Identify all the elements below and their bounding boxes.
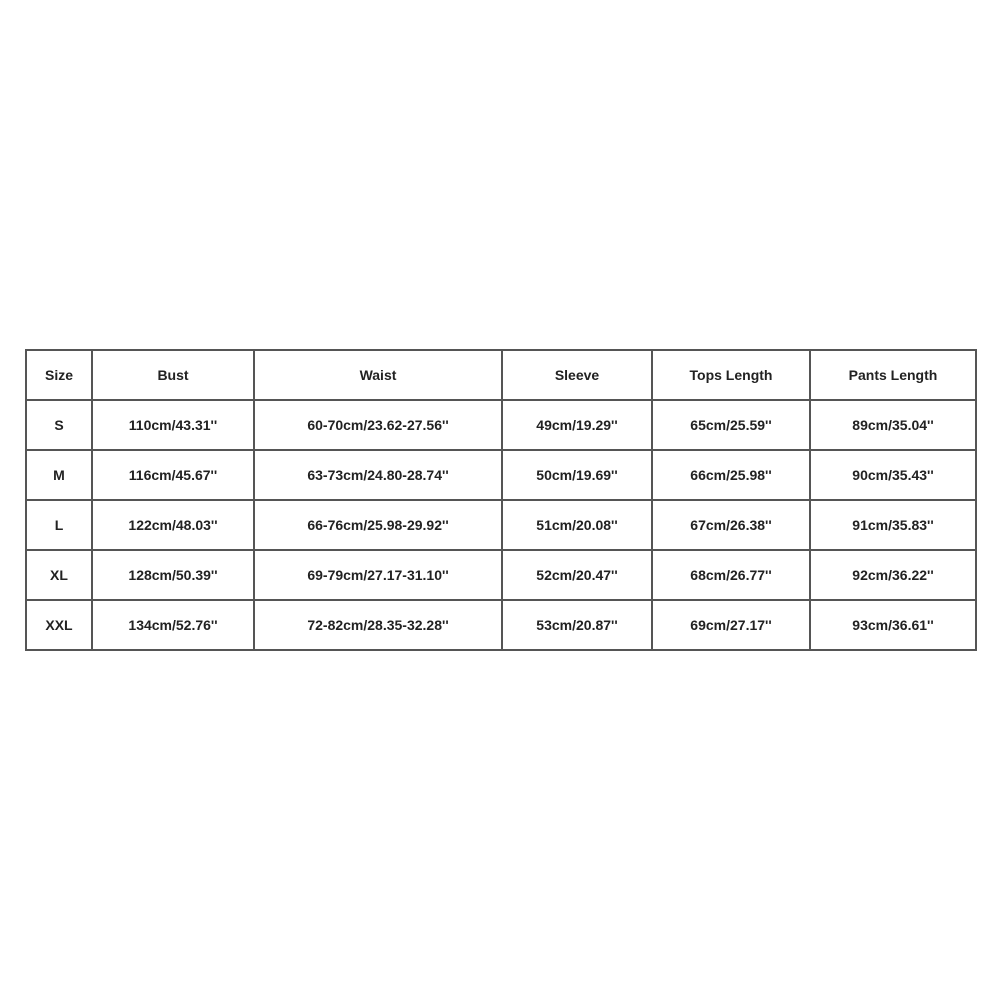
- cell-size: XXL: [26, 600, 92, 650]
- cell-sleeve: 52cm/20.47'': [502, 550, 652, 600]
- table-row: [26, 550, 976, 600]
- cell-size: L: [26, 500, 92, 550]
- cell-pants-length: 89cm/35.04'': [810, 400, 976, 450]
- header-waist: Waist: [254, 350, 502, 400]
- cell-waist: 66-76cm/25.98-29.92'': [254, 500, 502, 550]
- cell-tops-length: 66cm/25.98'': [652, 450, 810, 500]
- cell-pants-length: 93cm/36.61'': [810, 600, 976, 650]
- cell-bust: 128cm/50.39'': [92, 550, 254, 600]
- cell-waist: 63-73cm/24.80-28.74'': [254, 450, 502, 500]
- cell-waist: 60-70cm/23.62-27.56'': [254, 400, 502, 450]
- cell-pants-length: 92cm/36.22'': [810, 550, 976, 600]
- table-row: [26, 400, 976, 450]
- cell-waist: 72-82cm/28.35-32.28'': [254, 600, 502, 650]
- cell-size: S: [26, 400, 92, 450]
- cell-bust: 134cm/52.76'': [92, 600, 254, 650]
- cell-bust: 116cm/45.67'': [92, 450, 254, 500]
- cell-pants-length: 90cm/35.43'': [810, 450, 976, 500]
- cell-tops-length: 67cm/26.38'': [652, 500, 810, 550]
- cell-size: M: [26, 450, 92, 500]
- cell-tops-length: 65cm/25.59'': [652, 400, 810, 450]
- header-bust: Bust: [92, 350, 254, 400]
- cell-sleeve: 49cm/19.29'': [502, 400, 652, 450]
- header-pants-length: Pants Length: [810, 350, 976, 400]
- cell-size: XL: [26, 550, 92, 600]
- header-sleeve: Sleeve: [502, 350, 652, 400]
- table-row: [26, 600, 976, 650]
- size-chart-table: [25, 349, 977, 651]
- cell-sleeve: 51cm/20.08'': [502, 500, 652, 550]
- cell-sleeve: 50cm/19.69'': [502, 450, 652, 500]
- cell-tops-length: 68cm/26.77'': [652, 550, 810, 600]
- cell-sleeve: 53cm/20.87'': [502, 600, 652, 650]
- cell-tops-length: 69cm/27.17'': [652, 600, 810, 650]
- table-row: [26, 500, 976, 550]
- table-row: [26, 450, 976, 500]
- cell-bust: 110cm/43.31'': [92, 400, 254, 450]
- header-tops-length: Tops Length: [652, 350, 810, 400]
- cell-waist: 69-79cm/27.17-31.10'': [254, 550, 502, 600]
- cell-pants-length: 91cm/35.83'': [810, 500, 976, 550]
- cell-bust: 122cm/48.03'': [92, 500, 254, 550]
- table-header-row: [26, 350, 976, 400]
- header-size: Size: [26, 350, 92, 400]
